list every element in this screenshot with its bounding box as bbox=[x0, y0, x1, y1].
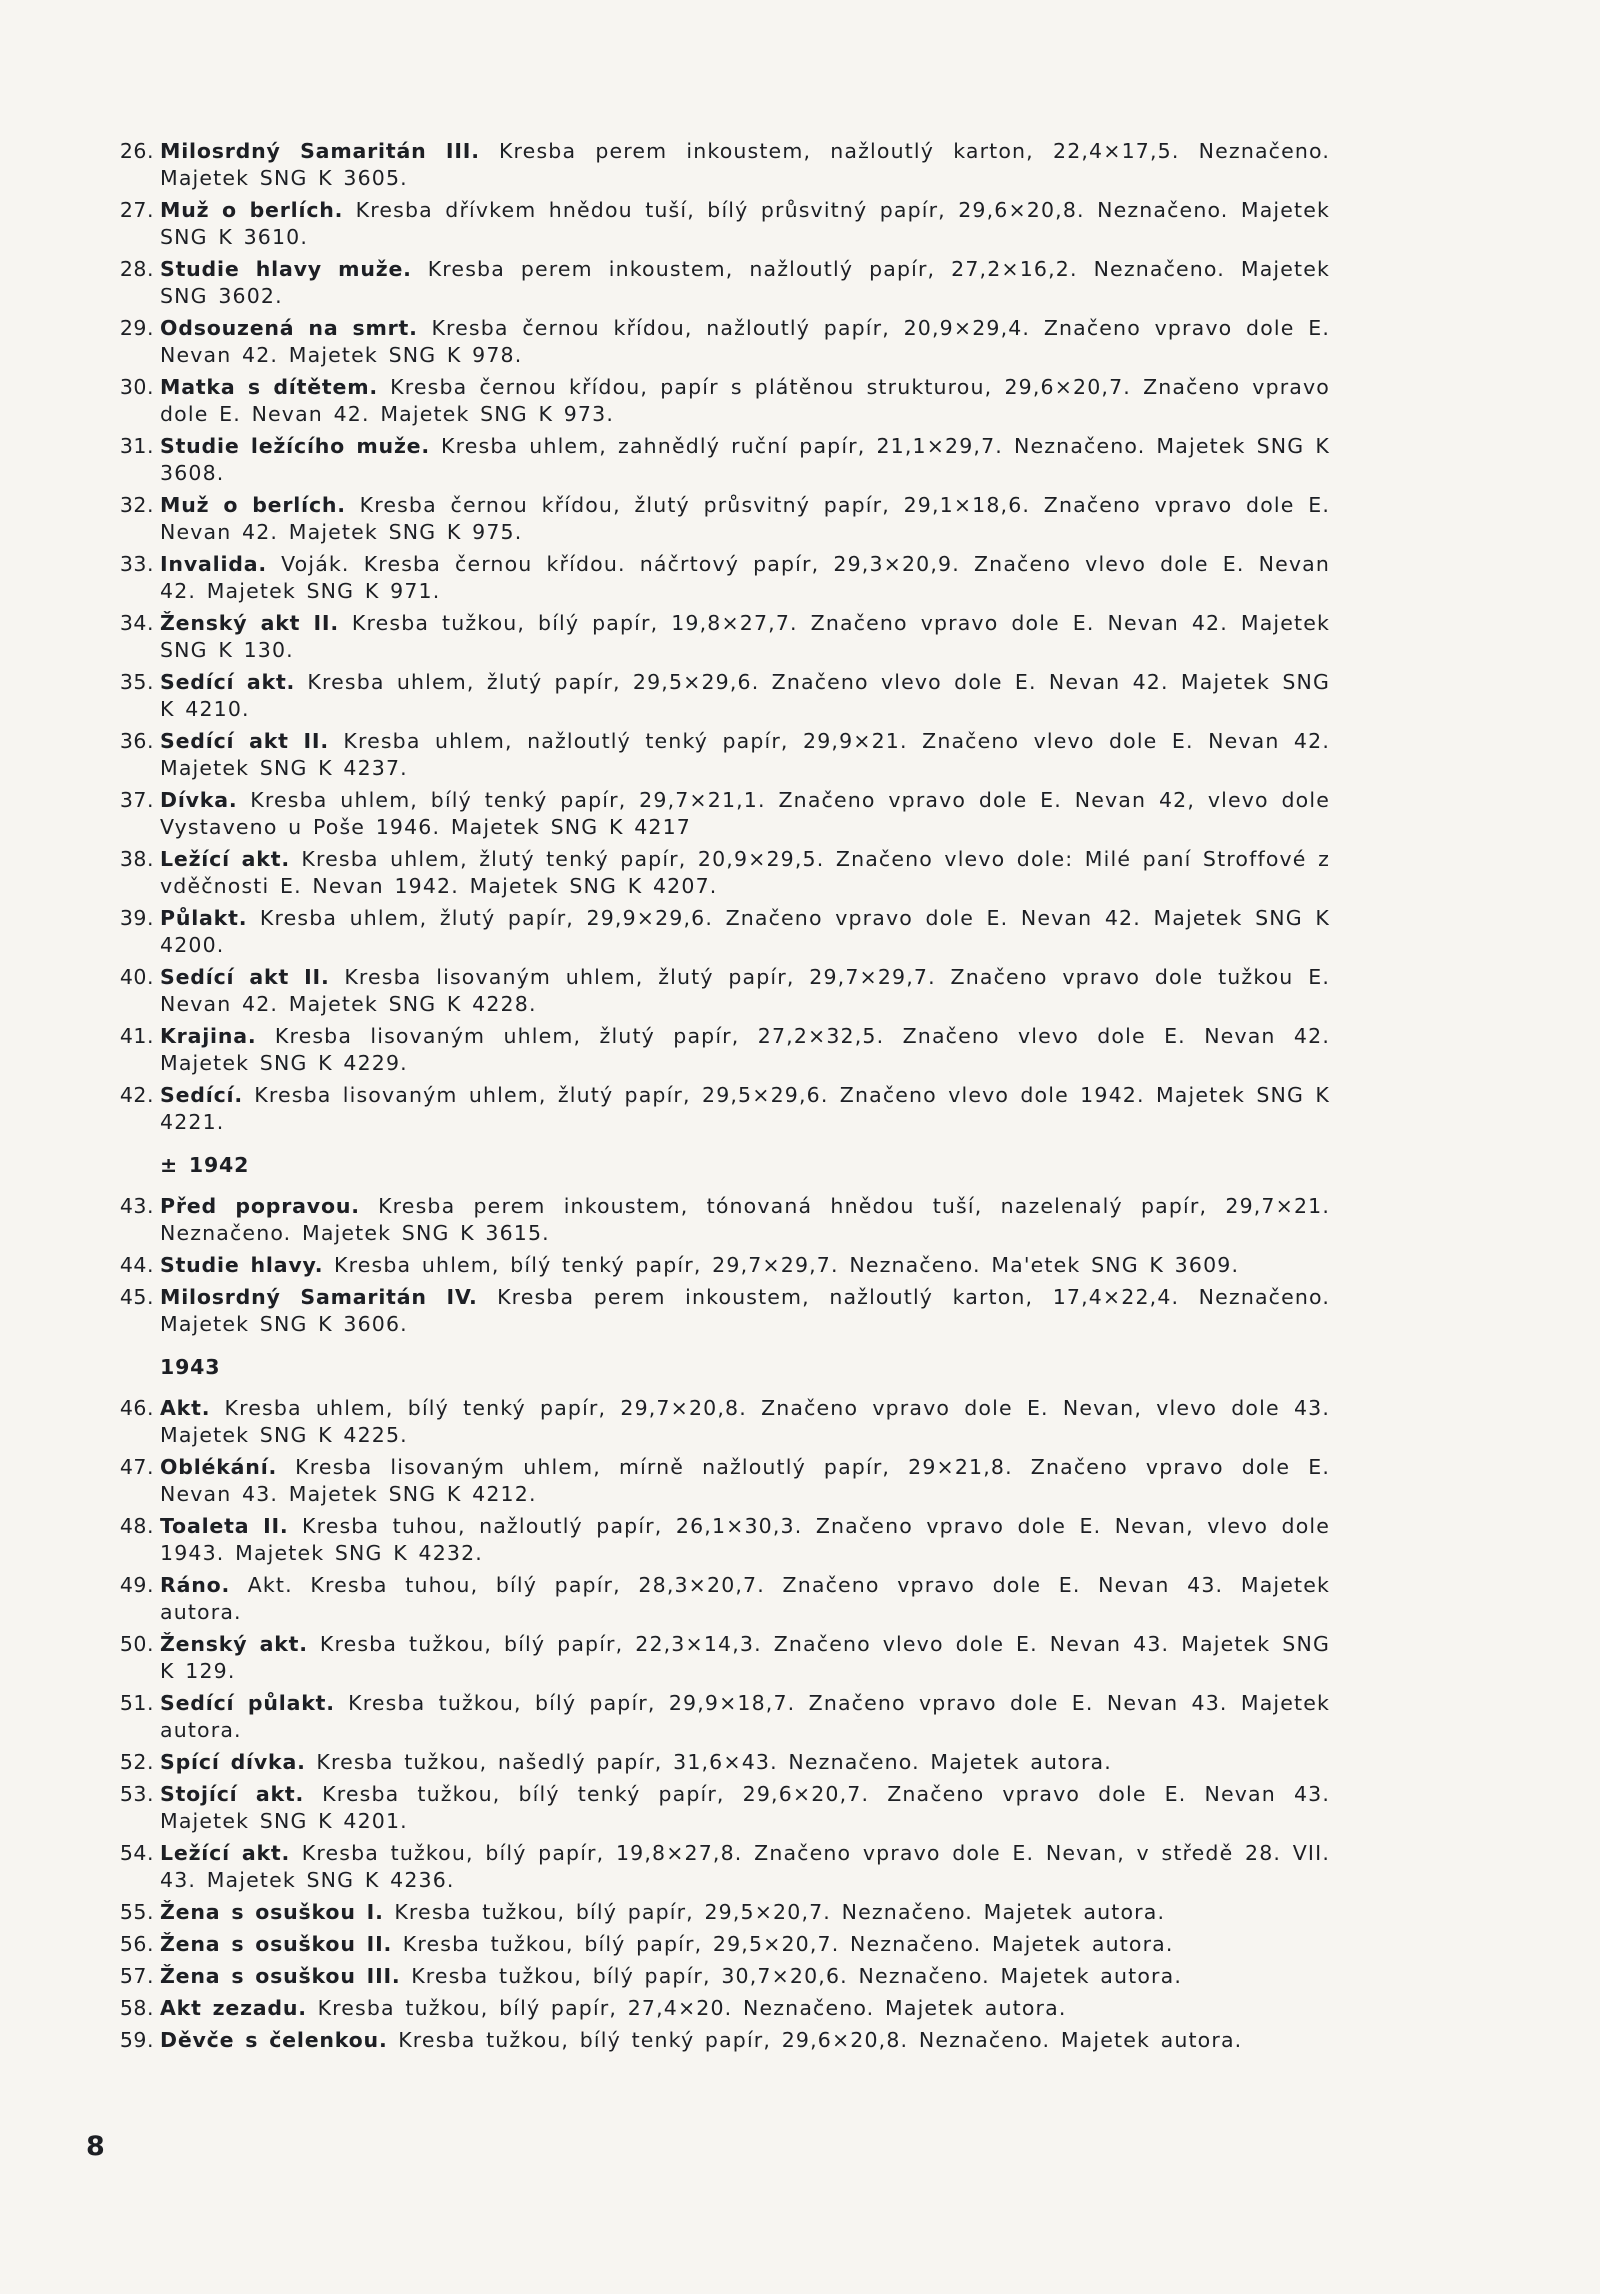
catalog-entry bbox=[118, 256, 1330, 310]
catalog-entry bbox=[118, 1252, 1330, 1279]
entry-title: Sedící akt. bbox=[160, 670, 296, 694]
entry-number: 42. bbox=[119, 1083, 154, 1107]
catalog-entry bbox=[118, 610, 1330, 664]
entry-title: Sedící akt II. bbox=[160, 965, 330, 989]
entry-title: Toaleta II. bbox=[160, 1514, 289, 1538]
entry-title: Dívka. bbox=[160, 788, 238, 812]
catalog-entry bbox=[118, 1931, 1330, 1958]
catalog-entry bbox=[118, 551, 1330, 605]
entry-description: Kresba lisovaným uhlem, žlutý papír, 29,7×29,7. Značeno vpravo dole tužkou E. Nevan 42. Majetek SNG K 4228. bbox=[160, 965, 1330, 1016]
entry-title: Odsouzená na smrt. bbox=[160, 316, 418, 340]
catalog-entry bbox=[118, 1995, 1330, 2022]
entry-title: Spící dívka. bbox=[160, 1750, 306, 1774]
entry-description: Kresba tužkou, bílý tenký papír, 29,6×20,8. Neznačeno. Majetek autora. bbox=[387, 2028, 1243, 2052]
catalog-entry bbox=[118, 905, 1330, 959]
catalog-entry bbox=[118, 964, 1330, 1018]
entry-description: Kresba uhlem, nažloutlý tenký papír, 29,9×21. Značeno vlevo dole E. Nevan 42. Majetek SNG K 4237. bbox=[160, 729, 1330, 780]
entry-number: 31. bbox=[119, 434, 154, 458]
entry-description: Kresba uhlem, bílý tenký papír, 29,7×29,7. Neznačeno. Ma'etek SNG K 3609. bbox=[323, 1253, 1240, 1277]
entry-title: Sedící půlakt. bbox=[160, 1691, 335, 1715]
entry-title: Ráno. bbox=[160, 1573, 231, 1597]
entry-description: Kresba černou křídou, papír s plátěnou strukturou, 29,6×20,7. Značeno vpravo dole E. Nevan 42. Majetek SNG K 973. bbox=[160, 375, 1330, 426]
entry-title: Ležící akt. bbox=[160, 847, 290, 871]
catalog-entry bbox=[118, 1023, 1330, 1077]
entry-title: Akt. bbox=[160, 1396, 211, 1420]
catalog-entry bbox=[118, 1690, 1330, 1744]
entry-description: Kresba uhlem, zahnědlý ruční papír, 21,1×29,7. Neznačeno. Majetek SNG K 3608. bbox=[160, 434, 1330, 485]
catalog-entry bbox=[118, 1284, 1330, 1338]
entry-description: Kresba tužkou, bílý papír, 19,8×27,8. Značeno vpravo dole E. Nevan, v středě 28. VII. 43. Majetek SNG K 4236. bbox=[160, 1841, 1330, 1892]
entry-description: Voják. Kresba černou křídou. náčrtový papír, 29,3×20,9. Značeno vlevo dole E. Nevan 42. Majetek SNG K 971. bbox=[160, 552, 1330, 603]
catalog-list bbox=[118, 138, 1330, 2059]
entry-description: Kresba tužkou, bílý papír, 29,5×20,7. Neznačeno. Majetek autora. bbox=[392, 1932, 1174, 1956]
entry-title: Děvče s čelenkou. bbox=[160, 2028, 388, 2052]
catalog-entry bbox=[118, 2027, 1330, 2054]
entry-number: 46. bbox=[119, 1396, 154, 1420]
catalog-entry bbox=[118, 1513, 1330, 1567]
entry-number: 30. bbox=[119, 375, 154, 399]
entry-number: 43. bbox=[119, 1194, 154, 1218]
catalog-entry bbox=[118, 669, 1330, 723]
entry-title: Akt zezadu. bbox=[160, 1996, 307, 2020]
entry-number: 44. bbox=[119, 1253, 154, 1277]
catalog-entry bbox=[118, 1899, 1330, 1926]
entries-group-1942b bbox=[118, 1193, 1330, 1338]
entry-description: Kresba tužkou, bílý papír, 22,3×14,3. Značeno vlevo dole E. Nevan 43. Majetek SNG K 129. bbox=[160, 1632, 1330, 1683]
catalog-entry bbox=[118, 787, 1330, 841]
page-number: 8 bbox=[86, 2131, 106, 2162]
catalog-entry bbox=[118, 197, 1330, 251]
entry-description: Kresba perem inkoustem, nažloutlý papír, 27,2×16,2. Neznačeno. Majetek SNG 3602. bbox=[160, 257, 1330, 308]
entry-title: Milosrdný Samaritán III. bbox=[160, 139, 480, 163]
entry-description: Kresba černou křídou, žlutý průsvitný papír, 29,1×18,6. Značeno vpravo dole E. Nevan 42. Majetek SNG K 975. bbox=[160, 493, 1330, 544]
catalog-entry bbox=[118, 728, 1330, 782]
entry-number: 37. bbox=[119, 788, 154, 812]
year-heading-1943: 1943 bbox=[160, 1355, 221, 1379]
catalog-entry bbox=[118, 138, 1330, 192]
catalog-entry bbox=[118, 846, 1330, 900]
entry-number: 28. bbox=[119, 257, 154, 281]
entry-number: 49. bbox=[119, 1573, 154, 1597]
entry-number: 39. bbox=[119, 906, 154, 930]
entries-group-1943 bbox=[118, 1395, 1330, 2054]
entry-description: Kresba lisovaným uhlem, mírně nažloutlý papír, 29×21,8. Značeno vpravo dole E. Nevan 43. Majetek SNG K 4212. bbox=[160, 1455, 1330, 1506]
entry-description: Kresba perem inkoustem, nažloutlý karton, 22,4×17,5. Neznačeno. Majetek SNG K 3605. bbox=[160, 139, 1330, 190]
entry-title: Studie hlavy muže. bbox=[160, 257, 412, 281]
catalog-entry bbox=[118, 1395, 1330, 1449]
entry-number: 40. bbox=[119, 965, 154, 989]
entry-number: 33. bbox=[119, 552, 154, 576]
entry-number: 35. bbox=[119, 670, 154, 694]
entry-title: Žena s osuškou I. bbox=[160, 1900, 384, 1924]
entry-description: Kresba tuhou, nažloutlý papír, 26,1×30,3. Značeno vpravo dole E. Nevan, vlevo dole 1943. Majetek SNG K 4232. bbox=[160, 1514, 1330, 1565]
entry-number: 32. bbox=[119, 493, 154, 517]
entry-number: 54. bbox=[119, 1841, 154, 1865]
entry-number: 27. bbox=[119, 198, 154, 222]
entry-title: Studie hlavy. bbox=[160, 1253, 324, 1277]
entry-number: 34. bbox=[119, 611, 154, 635]
entry-title: Ležící akt. bbox=[160, 1841, 291, 1865]
entry-number: 56. bbox=[119, 1932, 154, 1956]
entry-number: 57. bbox=[119, 1964, 154, 1988]
entry-description: Kresba perem inkoustem, nažloutlý karton, 17,4×22,4. Neznačeno. Majetek SNG K 3606. bbox=[160, 1285, 1330, 1336]
catalog-entry bbox=[118, 315, 1330, 369]
entry-description: Kresba tužkou, bílý papír, 30,7×20,6. Neznačeno. Majetek autora. bbox=[400, 1964, 1182, 1988]
entry-description: Kresba tužkou, bílý tenký papír, 29,6×20,7. Značeno vpravo dole E. Nevan 43. Majetek SNG K 4201. bbox=[160, 1782, 1330, 1833]
entry-title: Žena s osuškou III. bbox=[160, 1964, 401, 1988]
entry-title: Žena s osuškou II. bbox=[160, 1932, 393, 1956]
entry-number: 50. bbox=[119, 1632, 154, 1656]
catalog-entry bbox=[118, 1193, 1330, 1247]
entry-title: Milosrdný Samaritán IV. bbox=[160, 1285, 478, 1309]
entry-number: 59. bbox=[119, 2028, 154, 2052]
entry-number: 41. bbox=[119, 1024, 154, 1048]
catalog-entry bbox=[118, 1631, 1330, 1685]
entry-title: Studie ležícího muže. bbox=[160, 434, 430, 458]
entry-description: Kresba uhlem, bílý tenký papír, 29,7×20,8. Značeno vpravo dole E. Nevan, vlevo dole 43. Majetek SNG K 4225. bbox=[160, 1396, 1330, 1447]
entry-description: Kresba tužkou, našedlý papír, 31,6×43. Neznačeno. Majetek autora. bbox=[305, 1750, 1112, 1774]
entry-description: Kresba tužkou, bílý papír, 27,4×20. Neznačeno. Majetek autora. bbox=[306, 1996, 1067, 2020]
catalog-entry bbox=[118, 1963, 1330, 1990]
entry-number: 53. bbox=[119, 1782, 154, 1806]
entry-number: 48. bbox=[119, 1514, 154, 1538]
catalog-entry bbox=[118, 1572, 1330, 1626]
entry-description: Kresba tužkou, bílý papír, 29,9×18,7. Značeno vpravo dole E. Nevan 43. Majetek autora. bbox=[160, 1691, 1330, 1742]
catalog-entry bbox=[118, 1749, 1330, 1776]
entry-title: Oblékání. bbox=[160, 1455, 278, 1479]
entry-title: Muž o berlích. bbox=[160, 493, 346, 517]
entry-title: Půlakt. bbox=[160, 906, 248, 930]
entry-description: Kresba uhlem, žlutý tenký papír, 20,9×29,5. Značeno vlevo dole: Milé paní Stroffové z vděčnosti E. Nevan 1942. Majetek SNG K 4207. bbox=[160, 847, 1330, 898]
entry-number: 58. bbox=[119, 1996, 154, 2020]
catalog-entry bbox=[118, 492, 1330, 546]
catalog-entry bbox=[118, 433, 1330, 487]
entry-description: Kresba perem inkoustem, tónovaná hnědou tuší, nazelenalý papír, 29,7×21. Neznačeno. Majetek SNG K 3615. bbox=[160, 1194, 1330, 1245]
entry-title: Muž o berlích. bbox=[160, 198, 344, 222]
entry-description: Kresba tužkou, bílý papír, 29,5×20,7. Neznačeno. Majetek autora. bbox=[383, 1900, 1166, 1924]
entry-number: 36. bbox=[119, 729, 154, 753]
entry-description: Kresba lisovaným uhlem, žlutý papír, 29,5×29,6. Značeno vlevo dole 1942. Majetek SNG K 4221. bbox=[160, 1083, 1330, 1134]
entry-title: Matka s dítětem. bbox=[160, 375, 378, 399]
entry-description: Kresba uhlem, žlutý papír, 29,5×29,6. Značeno vlevo dole E. Nevan 42. Majetek SNG K 4210. bbox=[160, 670, 1330, 721]
entry-title: Invalida. bbox=[160, 552, 267, 576]
entry-number: 29. bbox=[119, 316, 154, 340]
entry-number: 55. bbox=[119, 1900, 154, 1924]
entries-group-1942 bbox=[118, 138, 1330, 1136]
entry-description: Kresba lisovaným uhlem, žlutý papír, 27,2×32,5. Značeno vlevo dole E. Nevan 42. Majetek SNG K 4229. bbox=[160, 1024, 1330, 1075]
entry-number: 47. bbox=[119, 1455, 154, 1479]
entry-number: 26. bbox=[119, 139, 154, 163]
entry-description: Kresba černou křídou, nažloutlý papír, 20,9×29,4. Značeno vpravo dole E. Nevan 42. Majetek SNG K 978. bbox=[160, 316, 1330, 367]
entry-description: Kresba uhlem, bílý tenký papír, 29,7×21,1. Značeno vpravo dole E. Nevan 42, vlevo dole Vystaveno u Poše 1946. Majetek SNG K 4217 bbox=[160, 788, 1330, 839]
entry-title: Před popravou. bbox=[160, 1194, 360, 1218]
catalog-entry bbox=[118, 1840, 1330, 1894]
year-heading-1942: ± 1942 bbox=[160, 1153, 250, 1177]
entry-title: Krajina. bbox=[160, 1024, 257, 1048]
entry-number: 38. bbox=[119, 847, 154, 871]
entry-description: Kresba tužkou, bílý papír, 19,8×27,7. Značeno vpravo dole E. Nevan 42. Majetek SNG K 130. bbox=[160, 611, 1330, 662]
entry-description: Kresba dřívkem hnědou tuší, bílý průsvitný papír, 29,6×20,8. Neznačeno. Majetek SNG K 3610. bbox=[160, 198, 1331, 249]
entry-title: Sedící. bbox=[160, 1083, 243, 1107]
entry-title: Ženský akt II. bbox=[160, 611, 339, 635]
catalog-entry bbox=[118, 1781, 1330, 1835]
entry-number: 45. bbox=[119, 1285, 154, 1309]
catalog-entry bbox=[118, 1454, 1330, 1508]
catalog-entry bbox=[118, 374, 1330, 428]
entry-title: Ženský akt. bbox=[160, 1632, 308, 1656]
entry-number: 51. bbox=[119, 1691, 154, 1715]
catalog-entry bbox=[118, 1082, 1330, 1136]
entry-title: Sedící akt II. bbox=[160, 729, 329, 753]
entry-description: Akt. Kresba tuhou, bílý papír, 28,3×20,7. Značeno vpravo dole E. Nevan 43. Majetek autora. bbox=[160, 1573, 1330, 1624]
entry-title: Stojící akt. bbox=[160, 1782, 305, 1806]
entry-number: 52. bbox=[119, 1750, 154, 1774]
entry-description: Kresba uhlem, žlutý papír, 29,9×29,6. Značeno vpravo dole E. Nevan 42. Majetek SNG K 4200. bbox=[160, 906, 1330, 957]
